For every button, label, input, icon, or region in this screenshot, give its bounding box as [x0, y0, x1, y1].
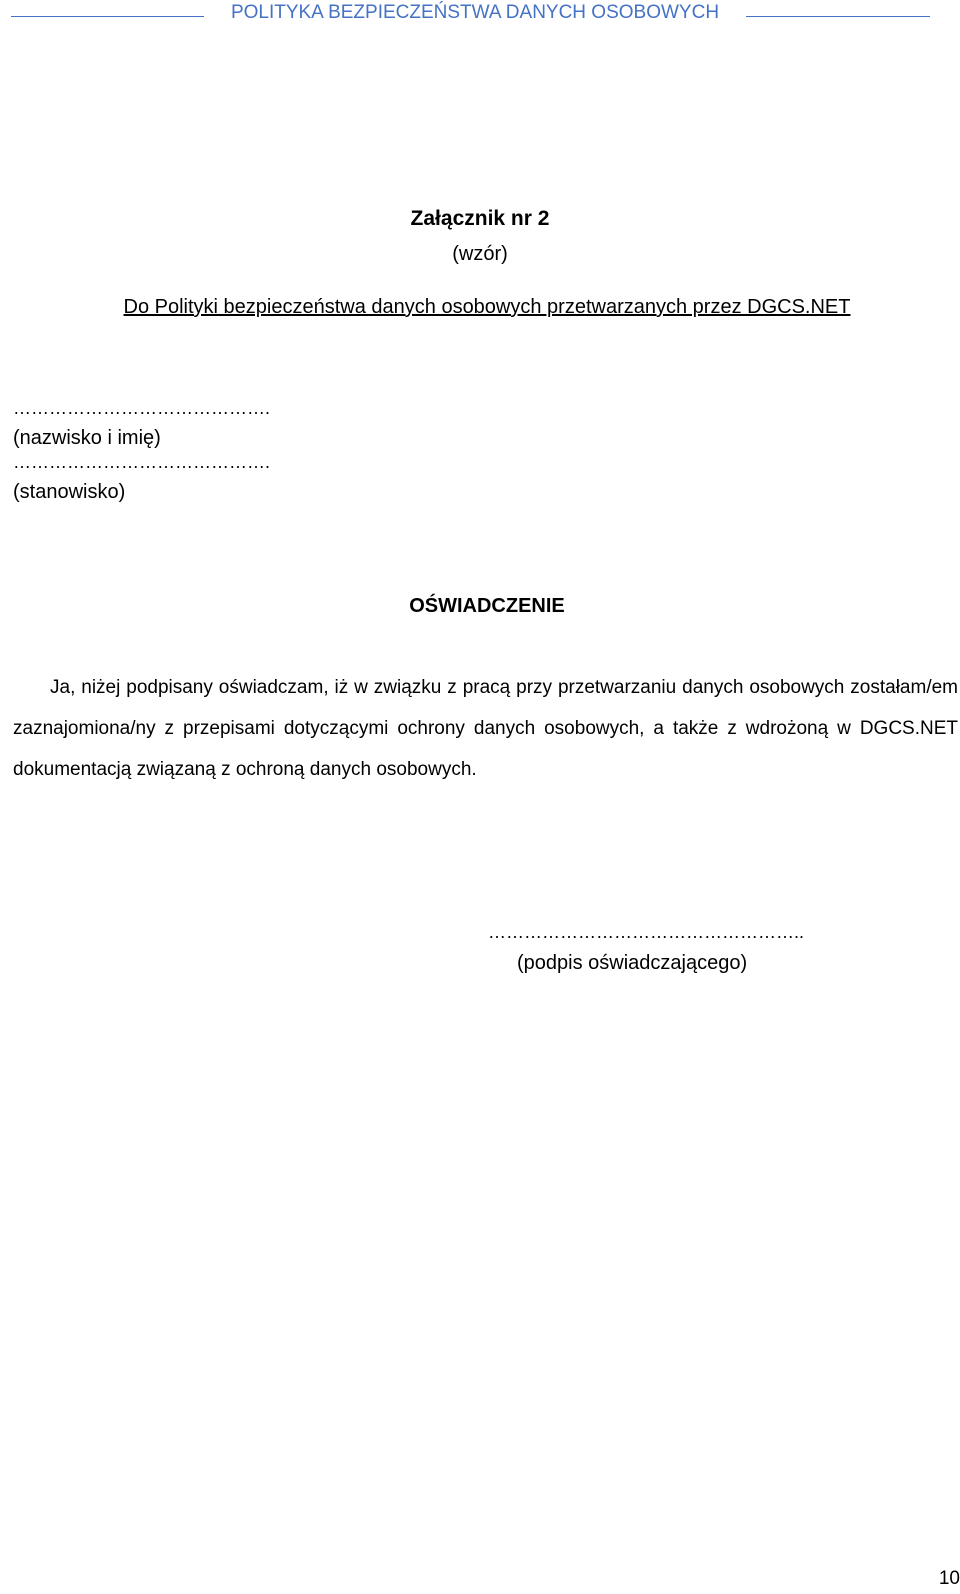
position-field-label: (stanowisko) [13, 481, 126, 503]
attachment-title: Załącznik nr 2 [410, 207, 550, 230]
header-title: POLITYKA BEZPIECZEŃSTWA DANYCH OSOBOWYCH [230, 2, 720, 23]
attachment-subtitle: (wzór) [452, 243, 508, 265]
signature-dots: …………………………………………….. [488, 922, 805, 942]
declaration-title: OŚWIADCZENIE [409, 595, 565, 617]
name-field-label: (nazwisko i imię) [13, 427, 161, 449]
page-number: 10 [938, 1568, 960, 1589]
header-rule-left [11, 16, 204, 17]
position-field-dots: ……………………………………. [13, 452, 271, 472]
header-rule-right [746, 16, 930, 17]
signature-label: (podpis oświadczającego) [517, 952, 748, 974]
name-field-dots: ……………………………………. [13, 398, 271, 418]
declaration-text: Ja, niżej podpisany oświadczam, iż w związku z pracą przy przetwarzaniu danych osobowych zostałam/em zaznajomiona/ny z przepisami dotyczącymi ochrony danych osobowych, a także z wdrożoną w DGCS.NET dokumentacją związaną z ochroną danych osobowych. [13, 677, 958, 780]
policy-reference: Do Polityki bezpieczeństwa danych osobowych przetwarzanych przez DGCS.NET [123, 296, 851, 318]
